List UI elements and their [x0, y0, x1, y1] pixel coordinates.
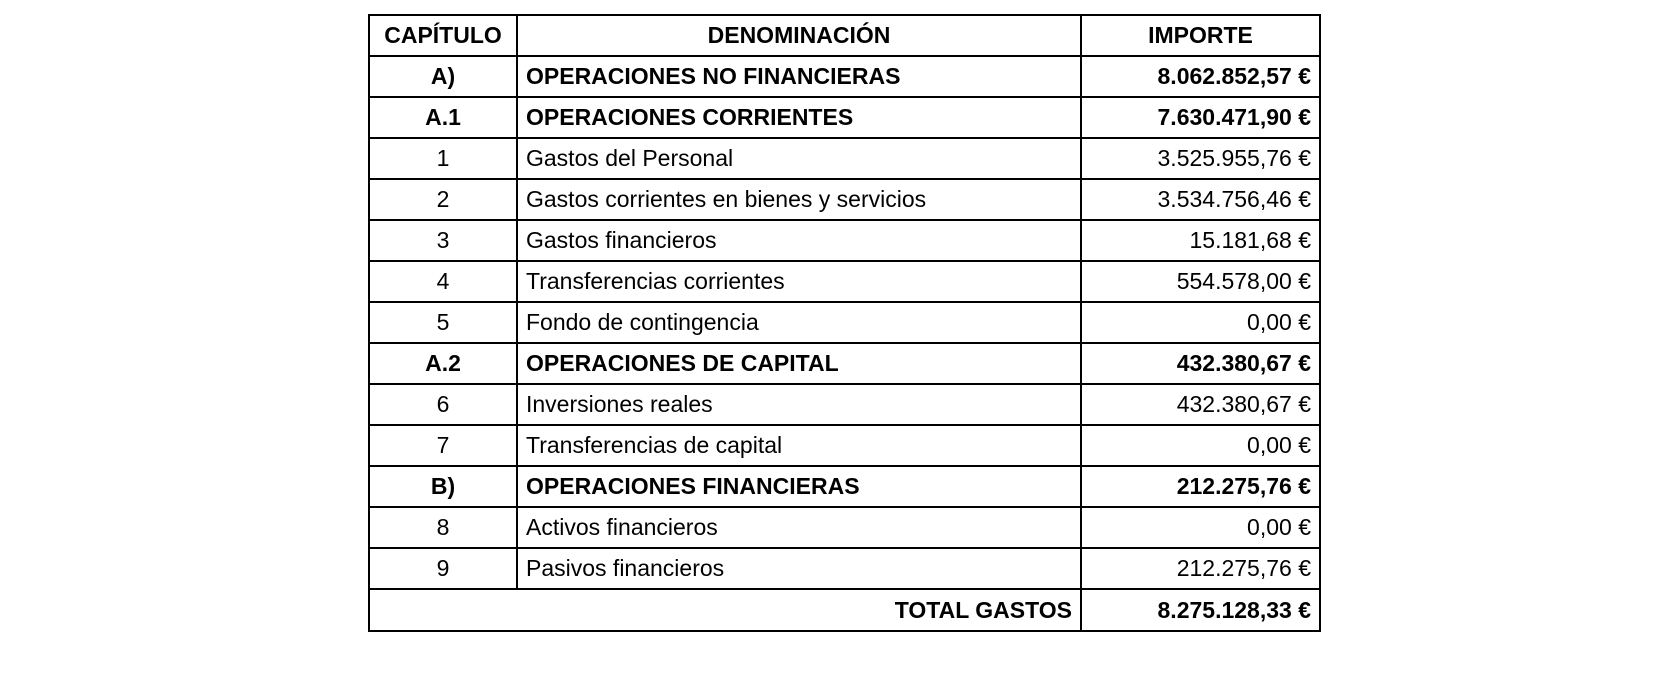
total-label: TOTAL GASTOS [369, 589, 1081, 631]
importe-cell: 212.275,76 € [1081, 466, 1320, 507]
table-row [369, 548, 1320, 589]
importe-cell: 0,00 € [1081, 425, 1320, 466]
importe-cell: 432.380,67 € [1081, 343, 1320, 384]
table-row [369, 302, 1320, 343]
capitulo-cell: A.2 [369, 343, 517, 384]
table-row [369, 261, 1320, 302]
table-header-row [369, 15, 1320, 56]
header-capitulo: CAPÍTULO [369, 15, 517, 56]
capitulo-cell: 7 [369, 425, 517, 466]
table-row [369, 56, 1320, 97]
denominacion-cell: Fondo de contingencia [517, 302, 1081, 343]
denominacion-cell: Gastos financieros [517, 220, 1081, 261]
denominacion-cell: Gastos corrientes en bienes y servicios [517, 179, 1081, 220]
table-row [369, 343, 1320, 384]
importe-cell: 8.062.852,57 € [1081, 56, 1320, 97]
importe-cell: 0,00 € [1081, 507, 1320, 548]
budget-table [368, 14, 1321, 632]
denominacion-cell: OPERACIONES CORRIENTES [517, 97, 1081, 138]
table-row [369, 97, 1320, 138]
importe-cell: 15.181,68 € [1081, 220, 1320, 261]
capitulo-cell: 1 [369, 138, 517, 179]
table-row [369, 138, 1320, 179]
importe-cell: 0,00 € [1081, 302, 1320, 343]
capitulo-cell: 4 [369, 261, 517, 302]
denominacion-cell: Gastos del Personal [517, 138, 1081, 179]
total-row [369, 589, 1320, 631]
table-row [369, 466, 1320, 507]
table-row [369, 384, 1320, 425]
denominacion-cell: Pasivos financieros [517, 548, 1081, 589]
table-row [369, 179, 1320, 220]
capitulo-cell: 2 [369, 179, 517, 220]
importe-cell: 3.534.756,46 € [1081, 179, 1320, 220]
importe-cell: 432.380,67 € [1081, 384, 1320, 425]
capitulo-cell: A) [369, 56, 517, 97]
header-importe: IMPORTE [1081, 15, 1320, 56]
table-row [369, 425, 1320, 466]
capitulo-cell: B) [369, 466, 517, 507]
denominacion-cell: Transferencias corrientes [517, 261, 1081, 302]
importe-cell: 212.275,76 € [1081, 548, 1320, 589]
table-row [369, 220, 1320, 261]
importe-cell: 7.630.471,90 € [1081, 97, 1320, 138]
importe-cell: 3.525.955,76 € [1081, 138, 1320, 179]
capitulo-cell: 5 [369, 302, 517, 343]
table-row [369, 507, 1320, 548]
header-denominacion: DENOMINACIÓN [517, 15, 1081, 56]
capitulo-cell: 6 [369, 384, 517, 425]
denominacion-cell: Inversiones reales [517, 384, 1081, 425]
capitulo-cell: 8 [369, 507, 517, 548]
capitulo-cell: A.1 [369, 97, 517, 138]
capitulo-cell: 3 [369, 220, 517, 261]
denominacion-cell: Activos financieros [517, 507, 1081, 548]
importe-cell: 554.578,00 € [1081, 261, 1320, 302]
total-importe: 8.275.128,33 € [1081, 589, 1320, 631]
denominacion-cell: OPERACIONES NO FINANCIERAS [517, 56, 1081, 97]
denominacion-cell: Transferencias de capital [517, 425, 1081, 466]
capitulo-cell: 9 [369, 548, 517, 589]
table-body [369, 56, 1320, 589]
denominacion-cell: OPERACIONES FINANCIERAS [517, 466, 1081, 507]
denominacion-cell: OPERACIONES DE CAPITAL [517, 343, 1081, 384]
